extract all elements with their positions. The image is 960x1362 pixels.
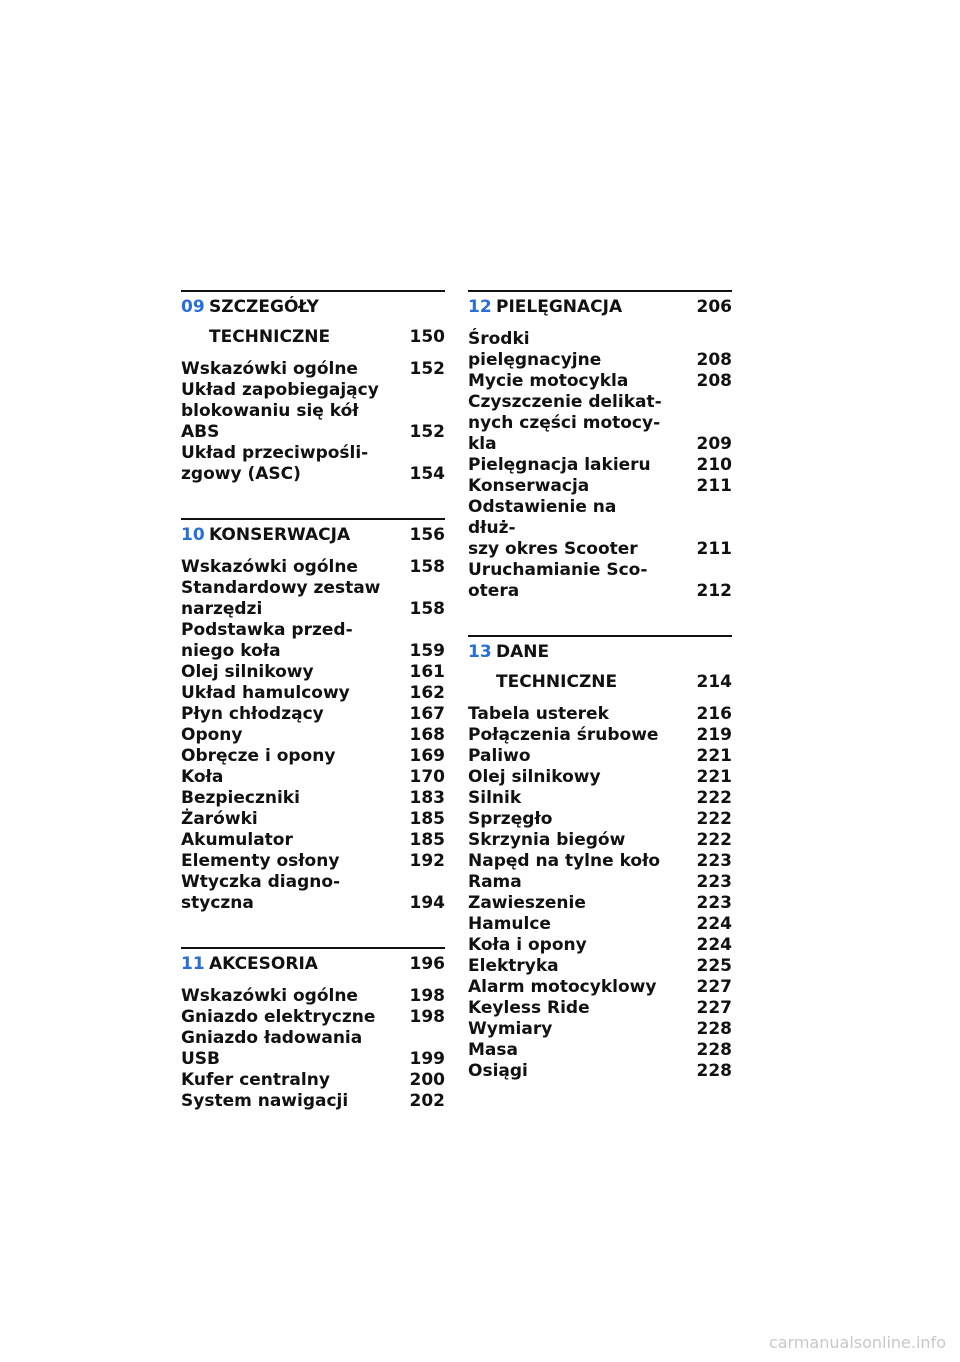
- toc-entry[interactable]: [468, 872, 732, 893]
- toc-entry[interactable]: [468, 476, 732, 497]
- toc-entry-page: 211: [696, 539, 732, 559]
- section-number: 11: [181, 954, 205, 974]
- toc-entry[interactable]: [468, 497, 732, 560]
- toc-entry-page: 154: [409, 464, 445, 484]
- toc-entry[interactable]: [181, 1091, 445, 1112]
- toc-entry-title: Gniazdo ładowania USB: [181, 1028, 363, 1069]
- section-title-line: DANE: [496, 642, 550, 662]
- section-heading[interactable]: [181, 292, 445, 349]
- toc-entry-title: Wtyczka diagno- styczna: [181, 872, 341, 913]
- toc-entry[interactable]: [468, 935, 732, 956]
- toc-entry-page: 224: [696, 914, 732, 934]
- toc-entry[interactable]: [468, 788, 732, 809]
- toc-entry[interactable]: [468, 455, 732, 476]
- toc-entry[interactable]: [181, 872, 445, 914]
- toc-entry-title: Układ zapobiegający blokowaniu się kół ABS: [181, 380, 379, 442]
- toc-entry-title: Zawieszenie: [468, 893, 586, 913]
- section-heading[interactable]: [181, 520, 445, 547]
- toc-entry-page: 185: [409, 809, 445, 829]
- toc-entry-title: Silnik: [468, 788, 522, 808]
- toc-entry-page: 216: [696, 704, 732, 724]
- toc-entry-title: Odstawienie na dłuż- szy okres Scooter: [468, 497, 638, 559]
- toc-entry-page: 183: [409, 788, 445, 808]
- toc-entry-title: Masa: [468, 1040, 518, 1060]
- toc-section: [181, 518, 445, 914]
- toc-entry-title: Mycie motocykla: [468, 371, 629, 391]
- toc-entry-page: 208: [696, 350, 732, 370]
- toc-entry-title: Konserwacja: [468, 476, 590, 496]
- toc-entry-title: Elementy osłony: [181, 851, 340, 871]
- toc-section: [468, 635, 732, 1082]
- section-title: [496, 295, 732, 319]
- toc-section: [468, 290, 732, 602]
- toc-entry-page: 202: [409, 1091, 445, 1111]
- toc-entry[interactable]: [181, 683, 445, 704]
- toc-entry-title: Olej silnikowy: [468, 767, 601, 787]
- toc-entry-page: 158: [409, 557, 445, 577]
- toc-entry[interactable]: [468, 956, 732, 977]
- section-title-line: PIELĘGNACJA: [496, 297, 623, 317]
- toc-entry[interactable]: [181, 788, 445, 809]
- toc-entry[interactable]: [181, 725, 445, 746]
- section-title: [209, 295, 445, 349]
- toc-entry-title: Podstawka przed- niego koła: [181, 620, 353, 661]
- toc-entry-title: Opony: [181, 725, 243, 745]
- section-heading[interactable]: [468, 637, 732, 694]
- toc-entry[interactable]: [468, 1061, 732, 1082]
- toc-entry-page: 161: [409, 662, 445, 682]
- toc-entry-title: Akumulator: [181, 830, 293, 850]
- toc-entry-page: 228: [696, 1061, 732, 1081]
- toc-entry-title: Osiągi: [468, 1061, 528, 1081]
- toc-entry-page: 223: [696, 893, 732, 913]
- toc-entry-page: 162: [409, 683, 445, 703]
- toc-entry-title: Czyszczenie delikat- nych części motocy- kla: [468, 392, 662, 454]
- section-page-number: 196: [409, 954, 445, 974]
- toc-entry[interactable]: [468, 560, 732, 602]
- toc-entry-title: Uruchamianie Sco- otera: [468, 560, 648, 601]
- toc-entry[interactable]: [181, 359, 445, 380]
- toc-entry-title: Elektryka: [468, 956, 559, 976]
- toc-entry[interactable]: [468, 371, 732, 392]
- toc-entry-page: 170: [409, 767, 445, 787]
- section-number: 12: [468, 297, 492, 317]
- toc-entry[interactable]: [181, 380, 445, 443]
- toc-entry-page: 208: [696, 371, 732, 391]
- section-page-number: 150: [409, 327, 445, 347]
- toc-entry-title: Połączenia śrubowe: [468, 725, 659, 745]
- toc-entry[interactable]: [181, 620, 445, 662]
- section-page-number: 206: [696, 297, 732, 317]
- toc-entry-page: 225: [696, 956, 732, 976]
- toc-section: [181, 290, 445, 485]
- toc-entry-page: 228: [696, 1040, 732, 1060]
- toc-entry-title: Bezpieczniki: [181, 788, 300, 808]
- toc-entry-title: Olej silnikowy: [181, 662, 314, 682]
- toc-entry-title: Tabela usterek: [468, 704, 609, 724]
- toc-entry-title: Rama: [468, 872, 522, 892]
- toc-entry[interactable]: [468, 767, 732, 788]
- toc-entry[interactable]: [468, 392, 732, 455]
- toc-entry-page: 194: [409, 893, 445, 913]
- toc-entry[interactable]: [181, 557, 445, 578]
- toc-entry-page: 221: [696, 767, 732, 787]
- toc-entry-title: Wskazówki ogólne: [181, 986, 358, 1006]
- toc-entry[interactable]: [181, 767, 445, 788]
- toc-entry-page: 222: [696, 830, 732, 850]
- section-title-line: TECHNICZNE: [209, 327, 331, 347]
- toc-entry-page: 200: [409, 1070, 445, 1090]
- toc-entry-page: 185: [409, 830, 445, 850]
- toc-entry-title: Wskazówki ogólne: [181, 557, 358, 577]
- toc-entry-title: Kufer centralny: [181, 1070, 330, 1090]
- toc-entry[interactable]: [181, 578, 445, 620]
- toc-entry-page: 211: [696, 476, 732, 496]
- section-title-line: KONSERWACJA: [209, 525, 351, 545]
- toc-entry-title: Płyn chłodzący: [181, 704, 324, 724]
- toc-entry-title: Paliwo: [468, 746, 531, 766]
- toc-entry[interactable]: [181, 1007, 445, 1028]
- toc-entry-title: Pielęgnacja lakieru: [468, 455, 651, 475]
- toc-entry[interactable]: [468, 809, 732, 830]
- section-heading[interactable]: [468, 292, 732, 319]
- toc-entry[interactable]: [468, 1040, 732, 1061]
- toc-entry[interactable]: [181, 830, 445, 851]
- toc-entry-page: 219: [696, 725, 732, 745]
- toc-entry-title: Skrzynia biegów: [468, 830, 626, 850]
- toc-entry[interactable]: [468, 851, 732, 872]
- section-title-line: TECHNICZNE: [496, 672, 618, 692]
- toc-column-left: [181, 290, 445, 1145]
- toc-entry[interactable]: [468, 704, 732, 725]
- toc-entry-page: 167: [409, 704, 445, 724]
- toc-entry-page: 168: [409, 725, 445, 745]
- toc-entry-title: Alarm motocyklowy: [468, 977, 657, 997]
- toc-entry[interactable]: [181, 662, 445, 683]
- toc-entry[interactable]: [468, 746, 732, 767]
- toc-entry-title: Sprzęgło: [468, 809, 553, 829]
- toc-entry-page: 212: [696, 581, 732, 601]
- toc-entry[interactable]: [181, 443, 445, 485]
- toc-entry-title: Standardowy zestaw narzędzi: [181, 578, 381, 619]
- toc-entry[interactable]: [181, 1070, 445, 1091]
- toc-entry-title: Koła i opony: [468, 935, 587, 955]
- section-title-line: SZCZEGÓŁY: [209, 297, 319, 317]
- toc-entry[interactable]: [468, 914, 732, 935]
- section-title-line: AKCESORIA: [209, 954, 318, 974]
- section-title: [209, 952, 445, 976]
- toc-entry-title: Wymiary: [468, 1019, 553, 1039]
- toc-entry-page: 169: [409, 746, 445, 766]
- toc-entry-page: 223: [696, 872, 732, 892]
- toc-entry[interactable]: [468, 998, 732, 1019]
- toc-entry-title: System nawigacji: [181, 1091, 349, 1111]
- toc-entry-page: 192: [409, 851, 445, 871]
- toc-entry-page: 227: [696, 998, 732, 1018]
- toc-entry-page: 159: [409, 641, 445, 661]
- section-title: [209, 523, 445, 547]
- toc-entry-title: Keyless Ride: [468, 998, 590, 1018]
- toc-entry-page: 222: [696, 809, 732, 829]
- toc-entry[interactable]: [468, 329, 732, 371]
- toc-entry-title: Koła: [181, 767, 224, 787]
- toc-entry-page: 152: [409, 359, 445, 379]
- toc-entry[interactable]: [468, 893, 732, 914]
- toc-entry-title: Napęd na tylne koło: [468, 851, 661, 871]
- section-number: 09: [181, 297, 205, 317]
- toc-entry[interactable]: [468, 977, 732, 998]
- toc-entry-title: Obręcze i opony: [181, 746, 336, 766]
- section-page-number: 214: [696, 672, 732, 692]
- toc-entry[interactable]: [181, 809, 445, 830]
- toc-entry[interactable]: [468, 830, 732, 851]
- toc-entry-page: 228: [696, 1019, 732, 1039]
- section-title: [496, 640, 732, 694]
- toc-entry-page: 198: [409, 986, 445, 1006]
- toc-entry-title: Wskazówki ogólne: [181, 359, 358, 379]
- toc-entry[interactable]: [181, 986, 445, 1007]
- section-page-number: 156: [409, 525, 445, 545]
- toc-entry-page: 222: [696, 788, 732, 808]
- toc-column-right: [468, 290, 732, 1115]
- toc-entry-title: Środki pielęgnacyjne: [468, 329, 602, 370]
- toc-entry-page: 199: [409, 1049, 445, 1069]
- toc-entry-page: 224: [696, 935, 732, 955]
- section-number: 13: [468, 642, 492, 662]
- toc-entry-title: Żarówki: [181, 809, 258, 829]
- watermark-text: carmanualsonline.info: [768, 1333, 946, 1352]
- toc-entry-page: 152: [409, 422, 445, 442]
- toc-entry[interactable]: [468, 1019, 732, 1040]
- toc-entry-page: 210: [696, 455, 732, 475]
- toc-entry[interactable]: [181, 1028, 445, 1070]
- toc-entry[interactable]: [181, 851, 445, 872]
- toc-entry-page: 209: [696, 434, 732, 454]
- section-number: 10: [181, 525, 205, 545]
- toc-entry-page: 198: [409, 1007, 445, 1027]
- toc-entry-title: Układ przeciwpośli- zgowy (ASC): [181, 443, 369, 484]
- section-heading[interactable]: [181, 949, 445, 976]
- toc-entry-page: 221: [696, 746, 732, 766]
- toc-section: [181, 947, 445, 1112]
- toc-entry-title: Hamulce: [468, 914, 551, 934]
- toc-entry-page: 223: [696, 851, 732, 871]
- toc-entry-page: 227: [696, 977, 732, 997]
- toc-entry-title: Gniazdo elektryczne: [181, 1007, 376, 1027]
- toc-entry[interactable]: [181, 746, 445, 767]
- toc-entry-page: 158: [409, 599, 445, 619]
- toc-entry-title: Układ hamulcowy: [181, 683, 350, 703]
- toc-entry[interactable]: [468, 725, 732, 746]
- toc-entry[interactable]: [181, 704, 445, 725]
